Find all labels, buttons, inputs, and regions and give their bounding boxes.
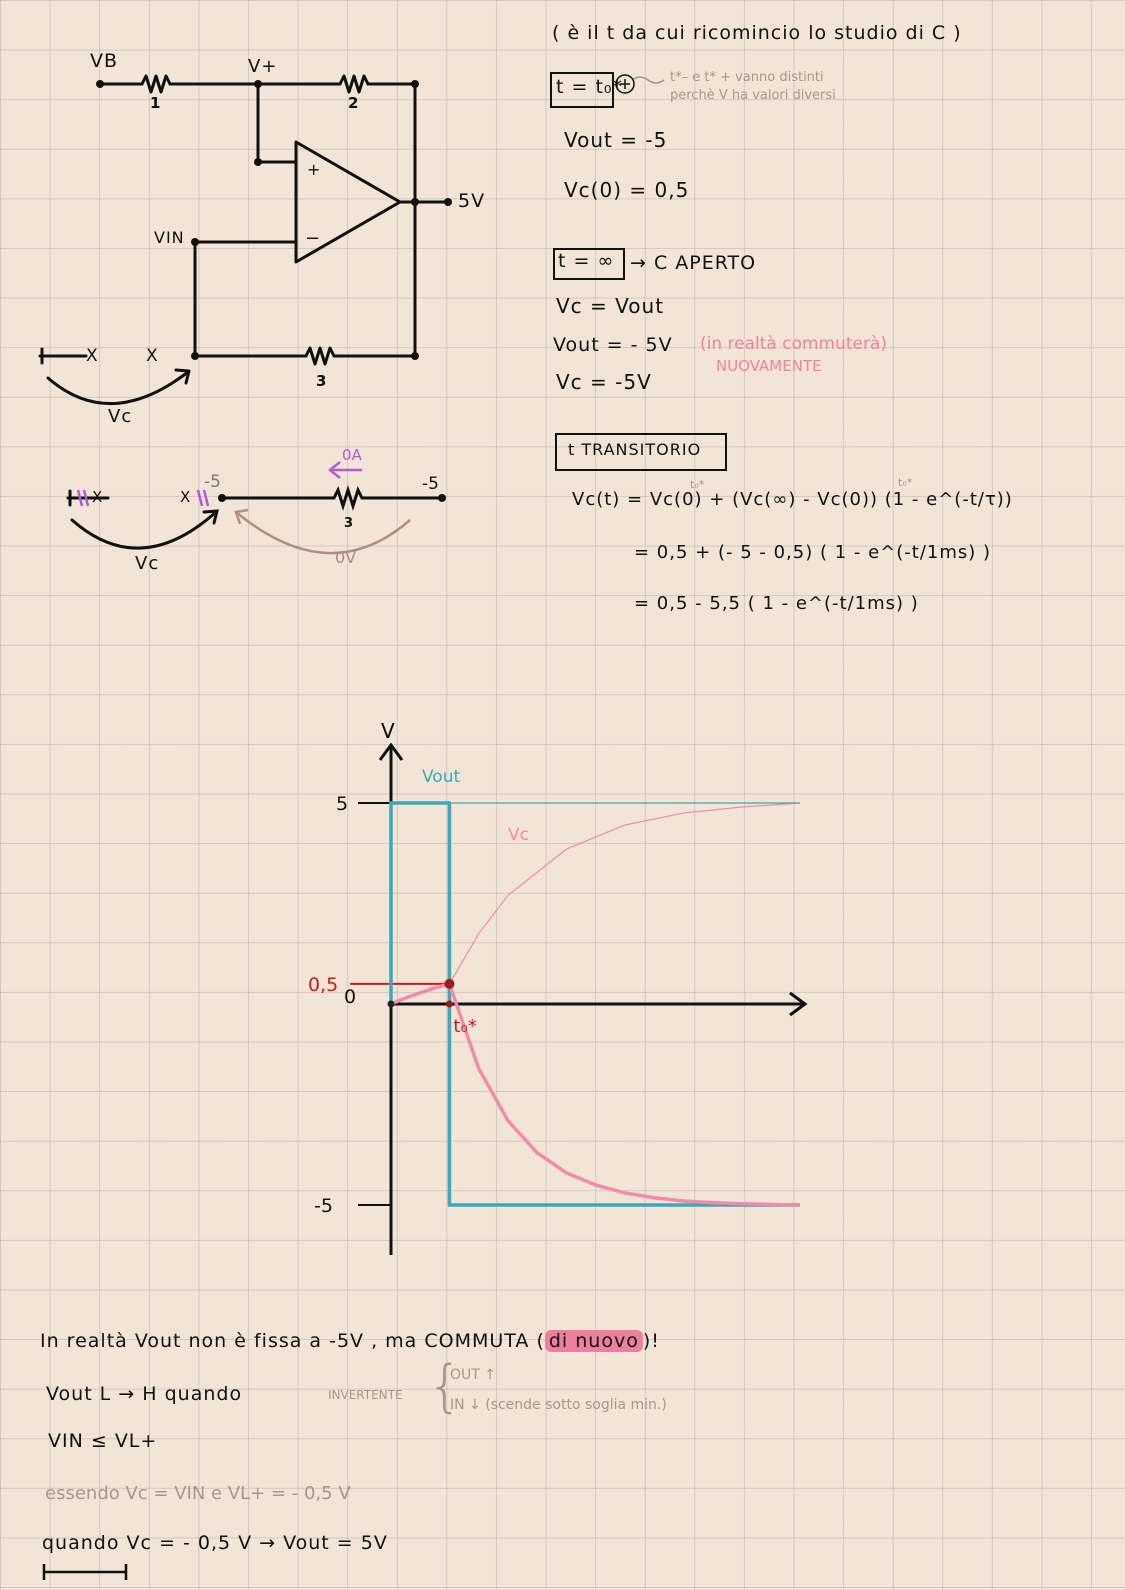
- series-line-1: [391, 984, 800, 1205]
- t0-vout: Vout = -5: [564, 128, 668, 152]
- voltage-label: 0V: [335, 548, 357, 567]
- series-line-2: [449, 803, 800, 984]
- y-tick-label-1: 0,5: [308, 973, 339, 996]
- bottom-highlight: di nuovo: [545, 1330, 643, 1352]
- small-x-left: X: [92, 488, 103, 506]
- r1-label: 1: [150, 94, 161, 112]
- series-label-vc: Vc: [508, 825, 529, 845]
- brace-icon: {: [427, 1354, 463, 1419]
- trans-eq2: = 0,5 + (- 5 - 0,5) ( 1 - e^(-t/1ms) ): [634, 542, 992, 563]
- minus-input-label: −: [305, 228, 321, 249]
- tinf-line3: Vc = -5V: [556, 370, 652, 394]
- quando-line: quando Vc = - 0,5 V → Vout = 5V: [42, 1532, 388, 1554]
- vin-line: VIN ≤ VL+: [48, 1430, 158, 1452]
- small-right-value: -5: [422, 474, 439, 494]
- out-up-label: OUT ↑: [450, 1367, 496, 1383]
- trans-t0-mark-1: t₀*: [690, 478, 705, 491]
- y-axis-label: V: [381, 719, 395, 743]
- y-tick-label-0: 5: [336, 793, 349, 815]
- invertente-label: INVERTENTE: [328, 1388, 403, 1402]
- tinf-note2: NUOVAMENTE: [716, 357, 822, 375]
- series-label-vout: Vout: [422, 767, 461, 787]
- bottom-line1-a: In realtà Vout non è fissa a -5V , ma COMMUTA (: [40, 1330, 545, 1352]
- vout-lh-line: Vout L → H quando: [46, 1383, 243, 1405]
- x-mark-left: X: [86, 346, 98, 366]
- tinf-line1: Vc = Vout: [556, 294, 665, 318]
- trans-eq3: = 0,5 - 5,5 ( 1 - e^(-t/1ms) ): [634, 593, 919, 614]
- tinf-line2: Vout = - 5V: [553, 334, 673, 356]
- bottom-line1-c: )!: [642, 1330, 660, 1352]
- small-vc-label: Vc: [135, 553, 160, 574]
- t0-note-line2: perchè V ha valori diversi: [670, 88, 836, 103]
- output-label: 5V: [458, 190, 486, 212]
- vplus-label: V+: [248, 56, 278, 77]
- x-mark-right: X: [146, 346, 158, 366]
- small-x-right: X: [180, 488, 191, 506]
- y-tick-label-3: -5: [314, 1195, 333, 1217]
- tinf-box-label: t = ∞: [558, 250, 615, 272]
- r2-label: 2: [348, 94, 359, 112]
- t0-note-line1: t*– e t* + vanno distinti: [670, 70, 824, 85]
- t0-vc0: Vc(0) = 0,5: [564, 178, 690, 202]
- plus-input-label: +: [307, 160, 321, 179]
- header-note: ( è il t da cui ricomincio lo studio di C ): [552, 22, 962, 44]
- vc-t0-point: [444, 979, 454, 989]
- y-tick-label-2: 0: [344, 986, 357, 1008]
- vc-label: Vc: [108, 406, 133, 427]
- tinf-note: (in realtà commuterà): [700, 334, 888, 354]
- in-down-label: IN ↓ (scende sotto soglia min.): [450, 1397, 667, 1413]
- small-left-value: -5: [204, 472, 221, 492]
- t0-axis-point: [446, 1001, 453, 1008]
- essendo-line: essendo Vc = VIN e VL+ = - 0,5 V: [45, 1483, 351, 1504]
- trans-t0-mark-2: t₀*: [898, 476, 913, 489]
- vin-label: VIN: [154, 228, 185, 247]
- trans-box-label: t TRANSITORIO: [568, 440, 702, 459]
- small-r3-label: 3: [344, 516, 354, 531]
- vb-label: VB: [90, 50, 119, 72]
- t0-label: t₀*: [453, 1016, 477, 1037]
- t0-box-label: t = t₀*: [556, 76, 624, 98]
- tinf-arrow-text: → C APERTO: [630, 252, 757, 274]
- bottom-line1: [40, 1330, 660, 1352]
- r3-label: 3: [316, 372, 327, 390]
- current-label: 0A: [342, 446, 362, 464]
- origin-point: [388, 1001, 395, 1008]
- trans-eq1: Vc(t) = Vc(0) + (Vc(∞) - Vc(0)) (1 - e^(-t/τ)): [572, 489, 1013, 510]
